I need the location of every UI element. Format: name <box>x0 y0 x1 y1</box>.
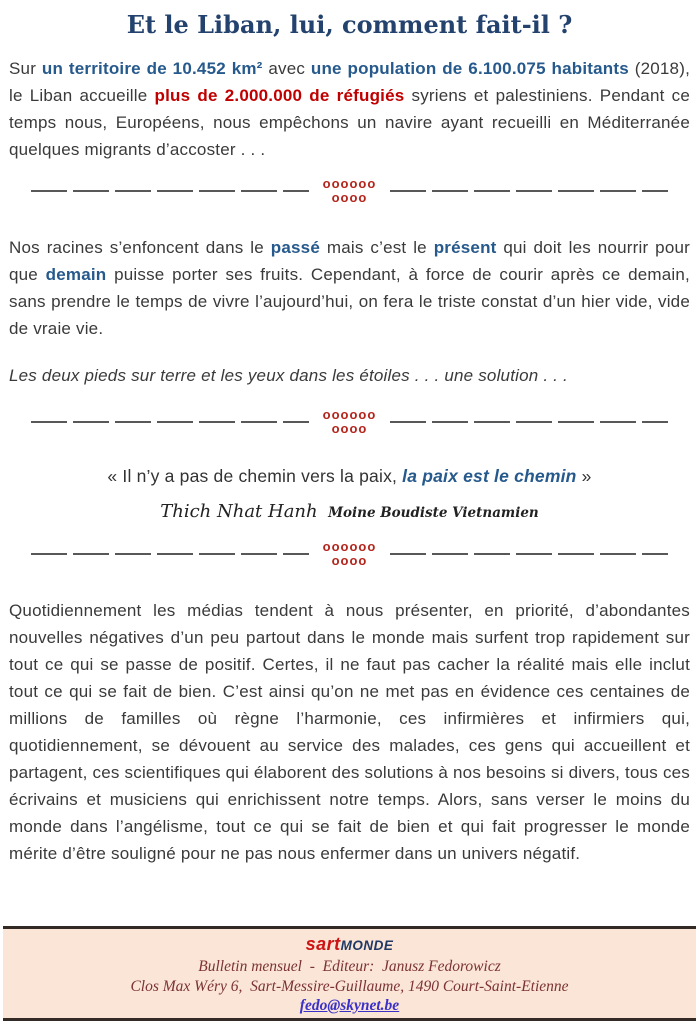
footer-email-link[interactable]: fedo@skynet.be <box>299 997 400 1014</box>
logo-monde: MONDE <box>340 938 394 953</box>
ornament-dots-bottom: oooo <box>331 553 368 568</box>
divider-line-right <box>390 190 668 192</box>
ornament-dots-top: oooooo <box>322 176 377 191</box>
divider-ornament <box>309 540 391 568</box>
tagline-feet-stars: Les deux pieds sur terre et les yeux dans les étoiles . . . une solution . . . <box>9 366 568 385</box>
section-divider <box>31 177 668 205</box>
divider-line-left <box>31 421 309 423</box>
ornament-dots-top: oooooo <box>322 539 377 554</box>
peace-quote: « Il n’y a pas de chemin vers la paix, la paix est le chemin » <box>107 466 592 486</box>
divider-line-right <box>390 553 668 555</box>
attribution-name: Thich Nhat Hanh <box>160 501 318 522</box>
ornament-dots-bottom: oooo <box>331 190 368 205</box>
logo-sart: sart <box>305 934 341 954</box>
divider-line-left <box>31 553 309 555</box>
divider-ornament <box>309 408 391 436</box>
footer-bulletin-line: Bulletin mensuel - Editeur: Janusz Fedorowicz <box>198 958 501 975</box>
divider-line-left <box>31 190 309 192</box>
attribution-role: Moine Boudiste Vietnamien <box>328 505 539 521</box>
section-divider <box>31 540 668 568</box>
ornament-dots-top: oooooo <box>322 407 377 422</box>
ornament-dots-bottom: oooo <box>331 421 368 436</box>
paragraph-media: Quotidiennement les médias tendent à nous présenter, en priorité, d’abondantes nouvelles négatives d’un peu partout dans le monde mais surfent trop rapidement sur tout ce qui se passe de positif. Certes, il ne faut pas cacher la réalité mais elle inclut tout ce qui se fait de bien. C’est ainsi qu’on ne met pas en évidence ces centaines de millions de familles où règne l’harmonie, ces infirmières et infirmiers qui, quotidiennement, se dévouent au service des malades, ces gens qui accueillent et partagent, ces scientifiques qui élaborent des solutions à nos besoins si divers, tous ces écrivains et musiciens qui enrichissent notre temps. Alors, sans verser le moins du monde dans l’angélisme, tout ce qui se fait de bien et qui fait progresser le monde mérite d’être souligné pour ne pas nous enfermer dans un univers négatif. <box>9 601 690 863</box>
page-title: Et le Liban, lui, comment fait-il ? <box>126 10 573 39</box>
footer-band <box>3 926 696 1021</box>
divider-line-right <box>390 421 668 423</box>
quote-attribution <box>9 501 690 522</box>
paragraph-lebanon: Sur un territoire de 10.452 km² avec une population de 6.100.075 habitants (2018), le Liban accueille plus de 2.000.000 de réfugiés syriens et palestiniens. Pendant ce temps nous, Européens, nous empêchons un navire ayant recueilli en Méditerranée quelques migrants d’accoster . . . <box>9 59 690 159</box>
footer-email-row <box>3 997 696 1015</box>
footer-address-line: Clos Max Wéry 6, Sart-Messire-Guillaume, 1490 Court-Saint-Etienne <box>130 978 569 995</box>
section-divider <box>31 408 668 436</box>
newsletter-logo <box>3 933 696 957</box>
paragraph-roots: Nos racines s’enfoncent dans le passé mais c’est le présent qui doit les nourrir pour que demain puisse porter ses fruits. Cependant, à force de courir après ce demain, sans prendre le temps de vivre l’aujourd’hui, on fera le triste constat d’un hier vide, vide de vraie vie. <box>9 238 690 338</box>
newsletter-page <box>0 10 699 1034</box>
divider-ornament <box>309 177 391 205</box>
